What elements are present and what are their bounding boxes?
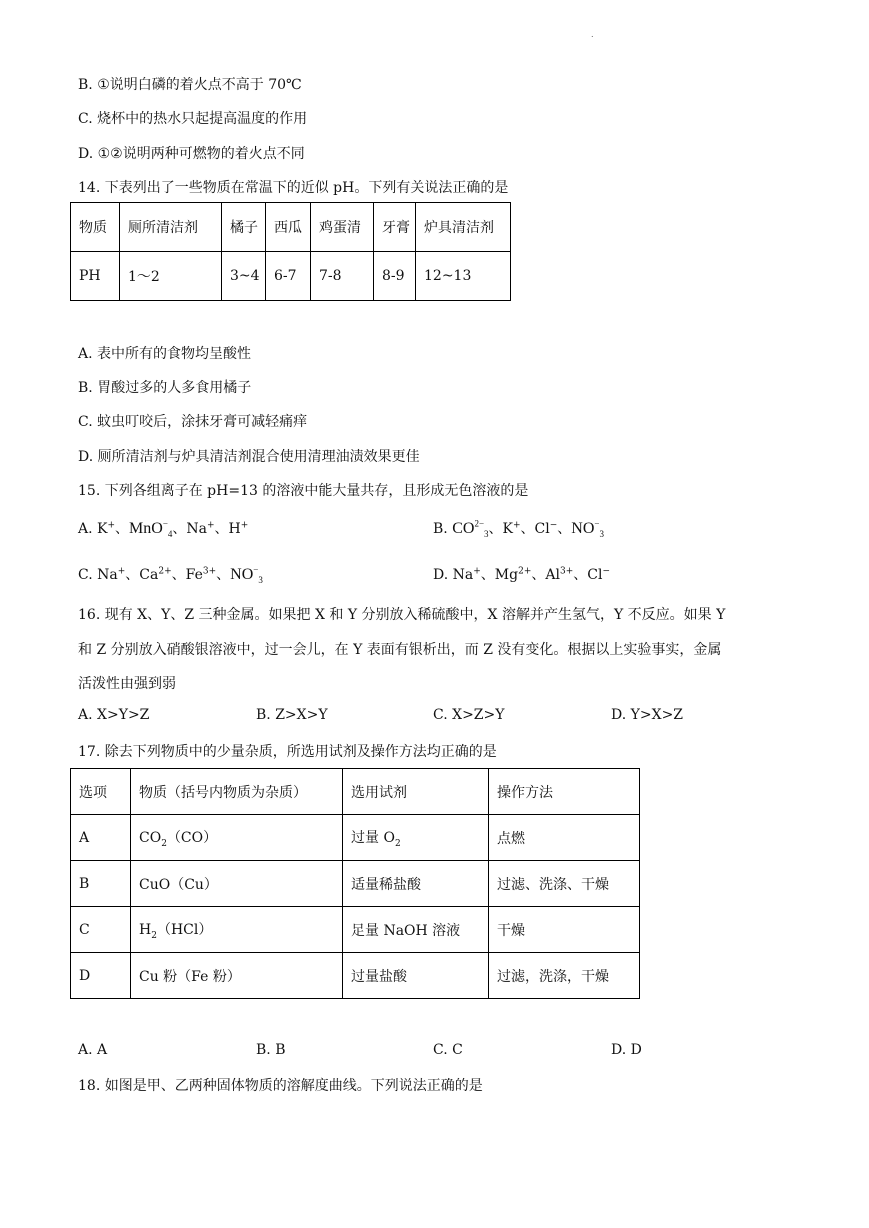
ion-na: Na+ — [97, 566, 126, 583]
ion-cl: Cl− — [587, 566, 610, 583]
option-label: B. — [433, 521, 448, 537]
q13-option-c: C. 烧杯中的热水只起提高温度的作用 — [78, 111, 308, 127]
ph-cell: 12~13 — [416, 252, 511, 301]
q17-option-b: B. B — [256, 1042, 286, 1058]
ion-co3: $CO^{2-}_3$ — [452, 518, 489, 540]
header-cell: 选项 — [71, 769, 131, 815]
ph-cell: 厕所清洁剂 — [120, 203, 222, 252]
header-cell: 物质（括号内物质为杂质） — [131, 769, 343, 815]
q16-stem-line-1: 16. 现有 X、Y、Z 三种金属。如果把 X 和 Y 分别放入稀硫酸中，X 溶解并产生氢气，Y 不反应。如果 Y — [78, 607, 726, 623]
row-method: 干燥 — [489, 907, 640, 953]
impurity-row — [71, 815, 640, 861]
option-label: D. — [433, 567, 449, 583]
ph-table-value-row — [71, 252, 511, 301]
impurity-row — [71, 861, 640, 907]
q15-option-a: A. K+、MnO−$_4$、Na+、H+ — [78, 518, 249, 540]
impurity-row — [71, 907, 640, 953]
ion-no3: $NO^-_3$ — [571, 518, 604, 540]
ph-cell: 橘子 — [222, 203, 266, 252]
q17-option-a: A. A — [78, 1042, 108, 1058]
row-substance: Cu 粉（Fe 粉） — [131, 953, 343, 999]
ph-cell: 鸡蛋清 — [311, 203, 374, 252]
row-option: D — [71, 953, 131, 999]
ion-h: H+ — [228, 520, 249, 537]
row-option: B — [71, 861, 131, 907]
q17-stem: 17. 除去下列物质中的少量杂质，所选用试剂及操作方法均正确的是 — [78, 744, 497, 760]
ion-al: $Al^{3+}$ — [545, 566, 574, 583]
ph-cell: 炉具清洁剂 — [416, 203, 511, 252]
header-cell: 选用试剂 — [343, 769, 489, 815]
q16-option-d: D. Y>X>Z — [611, 707, 684, 723]
row-option: C — [71, 907, 131, 953]
option-label: A. — [78, 521, 93, 537]
q16-option-c: C. X>Z>Y — [433, 707, 505, 723]
ion-k: K+ — [502, 520, 521, 537]
option-label: C. — [78, 567, 93, 583]
ion-mg: $Mg^{2+}$ — [494, 566, 532, 583]
q16-stem-line-3: 活泼性由强到弱 — [78, 676, 176, 692]
ph-cell: 1～2 — [120, 252, 222, 301]
q18-stem: 18. 如图是甲、乙两种固体物质的溶解度曲线。下列说法正确的是 — [78, 1078, 483, 1094]
q13-option-d: D. ①②说明两种可燃物的着火点不同 — [78, 146, 305, 162]
row-reagent: 过量盐酸 — [343, 953, 489, 999]
ph-cell: 西瓜 — [266, 203, 311, 252]
ion-fe: $Fe^{3+}$ — [185, 566, 217, 583]
q14-stem: 14. 下表列出了一些物质在常温下的近似 pH。下列有关说法正确的是 — [78, 180, 509, 196]
q15-option-c: C. Na+、$Ca^{2+}$、$Fe^{3+}$、$NO^-_3$ — [78, 564, 263, 586]
header-cell: 操作方法 — [489, 769, 640, 815]
row-substance: $CO_2(CO)$ — [131, 815, 343, 861]
q14-option-d: D. 厕所清洁剂与炉具清洁剂混合使用清理油渍效果更佳 — [78, 449, 420, 465]
q17-option-d: D. D — [611, 1042, 642, 1058]
ph-cell: 7-8 — [311, 252, 374, 301]
impurity-row — [71, 953, 640, 999]
row-substance: $H_2(HCl)$ — [131, 907, 343, 953]
ph-cell: 物质 — [71, 203, 120, 252]
ph-cell: 牙膏 — [374, 203, 416, 252]
q15-stem: 15. 下列各组离子在 pH=13 的溶液中能大量共存，且形成无色溶液的是 — [78, 483, 529, 499]
ph-table-header-row — [71, 203, 511, 252]
q15-option-b: B. $CO^{2-}_3$、K+、Cl−、$NO^-_3$ — [433, 518, 604, 540]
row-method: 点燃 — [489, 815, 640, 861]
impurity-table-header — [71, 769, 640, 815]
q16-stem-line-2: 和 Z 分别放入硝酸银溶液中，过一会儿，在 Y 表面有银析出，而 Z 没有变化。根据以上实验事实，金属 — [78, 642, 722, 658]
q17-option-c: C. C — [433, 1042, 463, 1058]
row-substance: CuO（Cu） — [131, 861, 343, 907]
ph-cell: 6-7 — [266, 252, 311, 301]
q13-option-b: B. ①说明白磷的着火点不高于 70℃ — [78, 77, 302, 93]
row-method: 过滤，洗涤，干燥 — [489, 953, 640, 999]
impurity-table — [70, 768, 640, 999]
ion-cl: Cl− — [534, 520, 558, 537]
ph-cell: PH — [71, 252, 120, 301]
q16-option-a: A. X>Y>Z — [78, 707, 150, 723]
row-reagent: 足量 NaOH 溶液 — [343, 907, 489, 953]
row-reagent: 适量稀盐酸 — [343, 861, 489, 907]
q16-option-b: B. Z>X>Y — [256, 707, 328, 723]
row-method: 过滤、洗涤、干燥 — [489, 861, 640, 907]
ph-table — [70, 202, 511, 301]
q14-option-b: B. 胃酸过多的人多食用橘子 — [78, 380, 252, 396]
ion-na: Na+ — [452, 566, 481, 583]
ion-mno4: MnO−$_4$ — [129, 518, 173, 540]
ion-k: K+ — [97, 520, 116, 537]
ion-na: Na+ — [186, 520, 215, 537]
ion-no3: $NO^-_3$ — [230, 564, 263, 586]
ion-ca: $Ca^{2+}$ — [139, 566, 172, 583]
q14-option-a: A. 表中所有的食物均呈酸性 — [78, 346, 252, 362]
row-reagent: 过量 $O_2$ — [343, 815, 489, 861]
q15-option-d: D. Na+、$Mg^{2+}$、$Al^{3+}$、Cl− — [433, 566, 610, 583]
ph-cell: 3~4 — [222, 252, 266, 301]
q14-option-c: C. 蚊虫叮咬后，涂抹牙膏可减轻痛痒 — [78, 414, 308, 430]
page-mark: . — [591, 30, 594, 39]
row-option: A — [71, 815, 131, 861]
ph-cell: 8-9 — [374, 252, 416, 301]
